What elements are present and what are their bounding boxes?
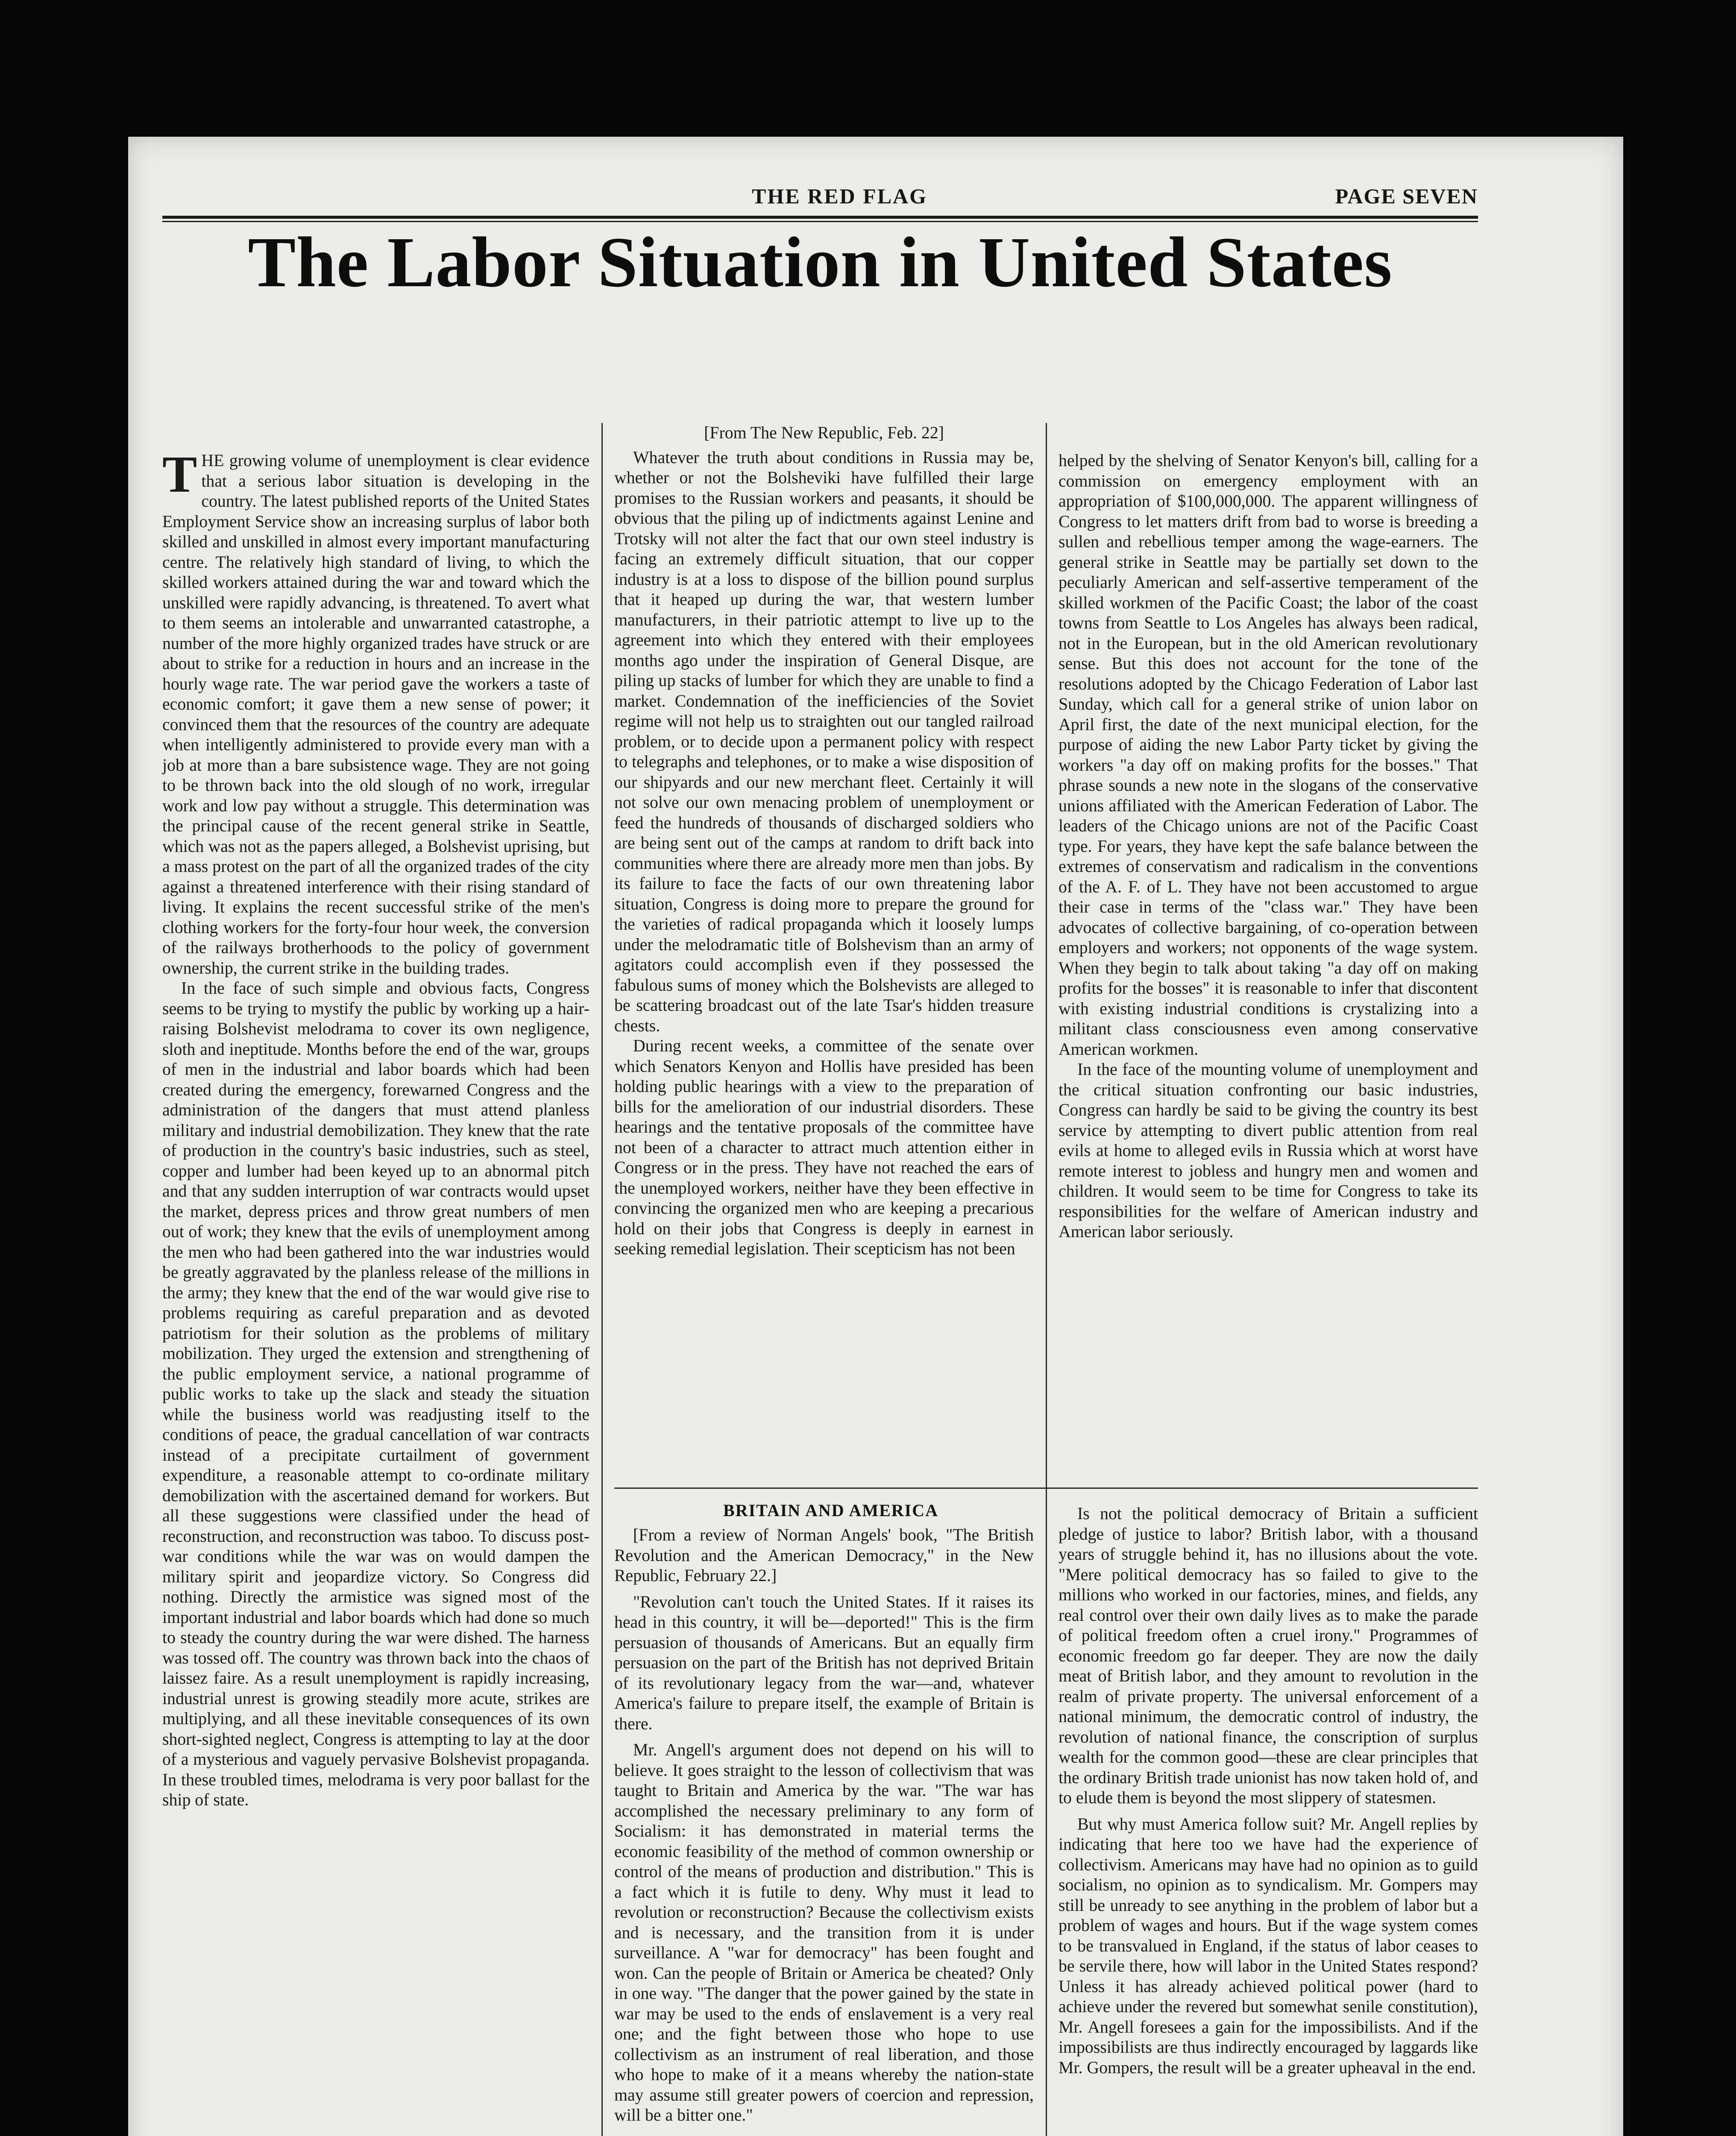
source-line: [From The New Republic, Feb. 22]	[704, 423, 944, 442]
second-article-column-3	[1059, 1504, 1478, 2078]
drop-cap: T	[162, 446, 197, 503]
paragraph: But why must America follow suit? Mr. Angell replies by indicating that here too we have had the experience of collectivism. Americans may have had no opinion as to guild socialism, no opinion as to syndicalism. Mr. Gompers may still be unready to see anything in the problem of labor but a problem of wages and hours. But if the wage system comes to be transvalued in England, if the status of labor ceases to be servile there, how will labor in the United States respond? Unless it has already achieved political power (hard to achieve under the revered but somewhat senile constitution), Mr. Angell foresees a gain for the impossibilists. And if the impossibilists are thus indirectly encouraged by laggards like Mr. Gompers, the result will be a greater upheaval in the end.	[1059, 1814, 1478, 2077]
lead-text: HE growing volume of unemployment is clear evidence that a serious labor situation is developing in the country. The latest published reports of the United States Employment Service show an increasing surplus of labor both skilled and unskilled in almost every important manufacturing centre. The relatively high standard of living, to which the skilled workers attained during the war and toward which the unskilled were rapidly advancing, is threatened. To avert what to them seems an intolerable and unwarranted catastrophe, a number of the more highly organized trades have struck or are about to strike for a reduction in hours and an increase in the hourly wage rate. The war period gave the workers a taste of economic comfort; it gave them a new sense of power; it convinced them that the resources of the country are adequate when intelligently administered to provide every man with a job at more than a bare subsistence wage. They are not going to be thrown back into the old slough of no work, irregular work and low pay without a struggle. This determination was the principal cause of the recent general strike in Seattle, which was not as the papers alleged, a Bolshevist uprising, but a mass protest on the part of all the organized trades of the city against a threatened interference with their rising standard of living. It explains the recent successful strike of the men's clothing workers for the forty-four hour week, the conversion of the railways brotherhoods to the policy of government ownership, the current strike in the building trades.	[162, 451, 589, 977]
paragraph: Whatever the truth about conditions in Russia may be, whether or not the Bolsheviki have fulfilled their large promises to the Russian workers and peasants, it should be obvious that the piling up of indictments against Lenine and Trotsky will not alter the fact that our own steel industry is facing an extremely difficult situation, that our copper industry is at a loss to dispose of the billion pound surplus that it heaped up during the war, that western lumber manufacturers, in their patriotic attempt to live up to the agreement into which they entered with their employees months ago under the inspiration of General Disque, are piling up stacks of lumber for which they are unable to find a market. Condemnation of the inefficiencies of the Soviet regime will not help us to straighten out our tangled railroad problem, or to decide upon a permanent policy with respect to telegraphs and telephones, or to make a wise disposition of our shipyards and our new merchant fleet. Certainly it will not solve our own menacing problem of unemployment or feed the hundreds of thousands of discharged soldiers who are being sent out of the camps at random to drift back into communities where there are already more men than jobs. By its failure to face the facts of our own threatening labor situation, Congress is doing more to prepare the ground for the varieties of radical propaganda which it loosely lumps under the melodramatic title of Bolshevism than an army of agitators could accomplish even if they possessed the fabulous sums of money which the Bolshevists are alleged to be scattering broadcast out of the late Tsar's hidden treasure chests.	[614, 448, 1034, 1035]
article-column-3	[1059, 451, 1478, 1242]
section-divider	[614, 1488, 1478, 1489]
review-intro: [From a review of Norman Angels' book, "The British Revolution and the American Democracy," in the New Republic, February 22.]	[614, 1526, 1034, 1585]
column-divider	[1046, 423, 1047, 2136]
paragraph: During recent weeks, a committee of the senate over which Senators Kenyon and Hollis have presided has been holding public hearings with a view to the preparation of bills for the amelioration of our industrial disorders. These hearings and the tentative proposals of the committee have not been of a character to attract much attention either in Congress or in the press. They have not reached the ears of the unemployed workers, neither have they been effective in convincing the organized men who are keeping a precarious hold on their jobs that Congress is deeply in earnest in seeking remedial legislation. Their scepticism has not been	[614, 1036, 1034, 1258]
article-column-1	[162, 446, 589, 1810]
paragraph: In the face of the mounting volume of unemployment and the critical situation confronting our basic industries, Congress can hardly be said to be giving the country its best service by attempting to divert public attention from real evils at home to alleged evils in Russia which at worst have remote interest to jobless and hungry men and women and children. It would seem to be time for Congress to take its responsibilities for the welfare of American industry and American labor seriously.	[1059, 1060, 1478, 1241]
page-headline: The Labor Situation in United States	[248, 223, 1393, 302]
paper-name: THE RED FLAG	[752, 184, 928, 208]
running-head	[162, 184, 1478, 211]
header-rule-thick	[162, 216, 1478, 219]
second-article-column-2	[614, 1525, 1034, 2126]
article-column-2	[614, 423, 1034, 1259]
page-number: PAGE SEVEN	[1335, 184, 1478, 208]
lead-paragraph	[162, 446, 589, 978]
paragraph: helped by the shelving of Senator Kenyon's bill, calling for a commission on emergency employment with an appropriation of $100,000,000. The apparent willingness of Congress to let matters drift from bad to worse is breeding a sullen and rebellious temper among the wage-earners. The general strike in Seattle may be partially set down to the peculiarly American and self-assertive temperament of the skilled workmen of the Pacific Coast; the labor of the coast towns from Seattle to Los Angeles has always been radical, not in the European, but in the old American revolutionary sense. But this does not account for the tone of the resolutions adopted by the Chicago Federation of Labor last Sunday, which call for a general strike of union labor on April first, the date of the next municipal election, for the purpose of aiding the new Labor Party ticket by giving the workers "a day off on making profits for the bosses." That phrase sounds a new note in the slogans of the conservative unions affiliated with the American Federation of Labor. The leaders of the Chicago unions are not of the Pacific Coast type. For years, they have kept the safe balance between the extremes of conservatism and radicalism in the conventions of the A. F. of L. They have not been accustomed to argue their case in terms of the "class war." They have been advocates of collective bargaining, of co-operation between employers and workers; not opponents of the wage system. When they begin to talk about taking "a day off on making profits for the bosses" it is reasonable to infer that discontent with existing industrial conditions is crystalizing into a militant class consciousness even among conservative American workmen.	[1059, 451, 1478, 1059]
paragraph: Mr. Angell's argument does not depend on his will to believe. It goes straight to the lesson of collectivism that was taught to Britain and America by the war. "The war has accomplished the necessary preliminary to any form of Socialism: it has demonstrated in material terms the economic feasibility of the method of common ownership or control of the means of production and distribution." This is a fact which it is futile to deny. Why must it lead to revolution or reconstruction? Because the collectivism exists and is necessary, and the transition from it is under surveillance. A "war for democracy" has been fought and won. Can the people of Britain or America be cheated? Only in one way. "The danger that the power gained by the state in war may be used to the ends of enslavement is a very real one; and the fight between those who hope to use collectivism as an instrument of real liberation, and those who hope to make of it a means whereby the nation-state may assume still greater powers of coercion and repression, will be a bitter one."	[614, 1740, 1034, 2124]
paragraph: In the face of such simple and obvious facts, Congress seems to be trying to mystify the public by working up a hair-raising Bolshevist melodrama to cover its own negligence, sloth and ineptitude. Months before the end of the war, groups of men in the industrial and labor boards which had been created during the emergency, forewarned Congress and the administration of the dangers that must attend planless military and industrial demobilization. They knew that the rate of production in the country's basic industries, such as steel, copper and lumber had been keyed up to an abnormal pitch and that any sudden interruption of war contracts would upset the market, depress prices and throw great numbers of men out of work; they knew that the evils of unemployment among the men who had been gathered into the war industries would be greatly aggravated by the planless release of the millions in the army; they knew that the end of the war would give rise to problems requiring as careful preparation and as devoted patriotism for their solution as the problems of military mobilization. They urged the extension and strengthening of the public employment service, a national programme of public works to take up the slack and steady the situation while the business world was readjusting itself to the conditions of peace, the gradual cancellation of war contracts instead of a precipitate curtailment of government expenditure, a reasonable attempt to co-ordinate military demobilization with the ascertained demand for workers. But all these suggestions were classified under the head of reconstruction, and reconstruction was taboo. To discuss post-war conditions while the war was on would dampen the military spirit and jeopardize victory. So Congress did nothing. Directly the armistice was signed most of the important industrial and labor boards which had done so much to steady the country during the war were dished. The harness was tossed off. The country was thrown back into the chaos of laissez faire. As a result unemployment is rapidly increasing, industrial unrest is growing steadily more acute, strikes are multiplying, and all these inevitable consequences of its own short-sighted neglect, Congress is attempting to lay at the door of a mysterious and vaguely pervasive Bolshevist propaganda. In these troubled times, melodrama is very poor ballast for the ship of state.	[162, 979, 589, 1809]
section-heading: BRITAIN AND AMERICA	[723, 1501, 938, 1520]
paragraph: "Revolution can't touch the United States. If it raises its head in this country, it will be—deported!" This is the firm persuasion of thousands of Americans. But an equally firm persuasion on the part of the British has not deprived Britain of its revolutionary legacy from the war—and, whatever America's failure to prepare itself, the example of Britain is there.	[614, 1592, 1034, 1733]
paragraph: Is not the political democracy of Britain a sufficient pledge of justice to labor? British labor, with a thousand years of struggle behind it, has no illusions about the vote. "Mere political democracy has so failed to give to the millions who worked in our factories, mines, and fields, any real control over their own daily lives as to make the parade of political freedom often a cruel irony." Programmes of economic freedom go far deeper. They are now the daily meat of British labor, and they amount to revolution in the realm of private property. The universal enforcement of a national minimum, the democratic control of industry, the revolution of national finance, the conscription of surplus wealth for the common good—these are clear principles that the ordinary British trade unionist has now taken hold of, and to elude them is beyond the most slippery of statesmen.	[1059, 1504, 1478, 1807]
column-divider	[601, 423, 603, 2136]
